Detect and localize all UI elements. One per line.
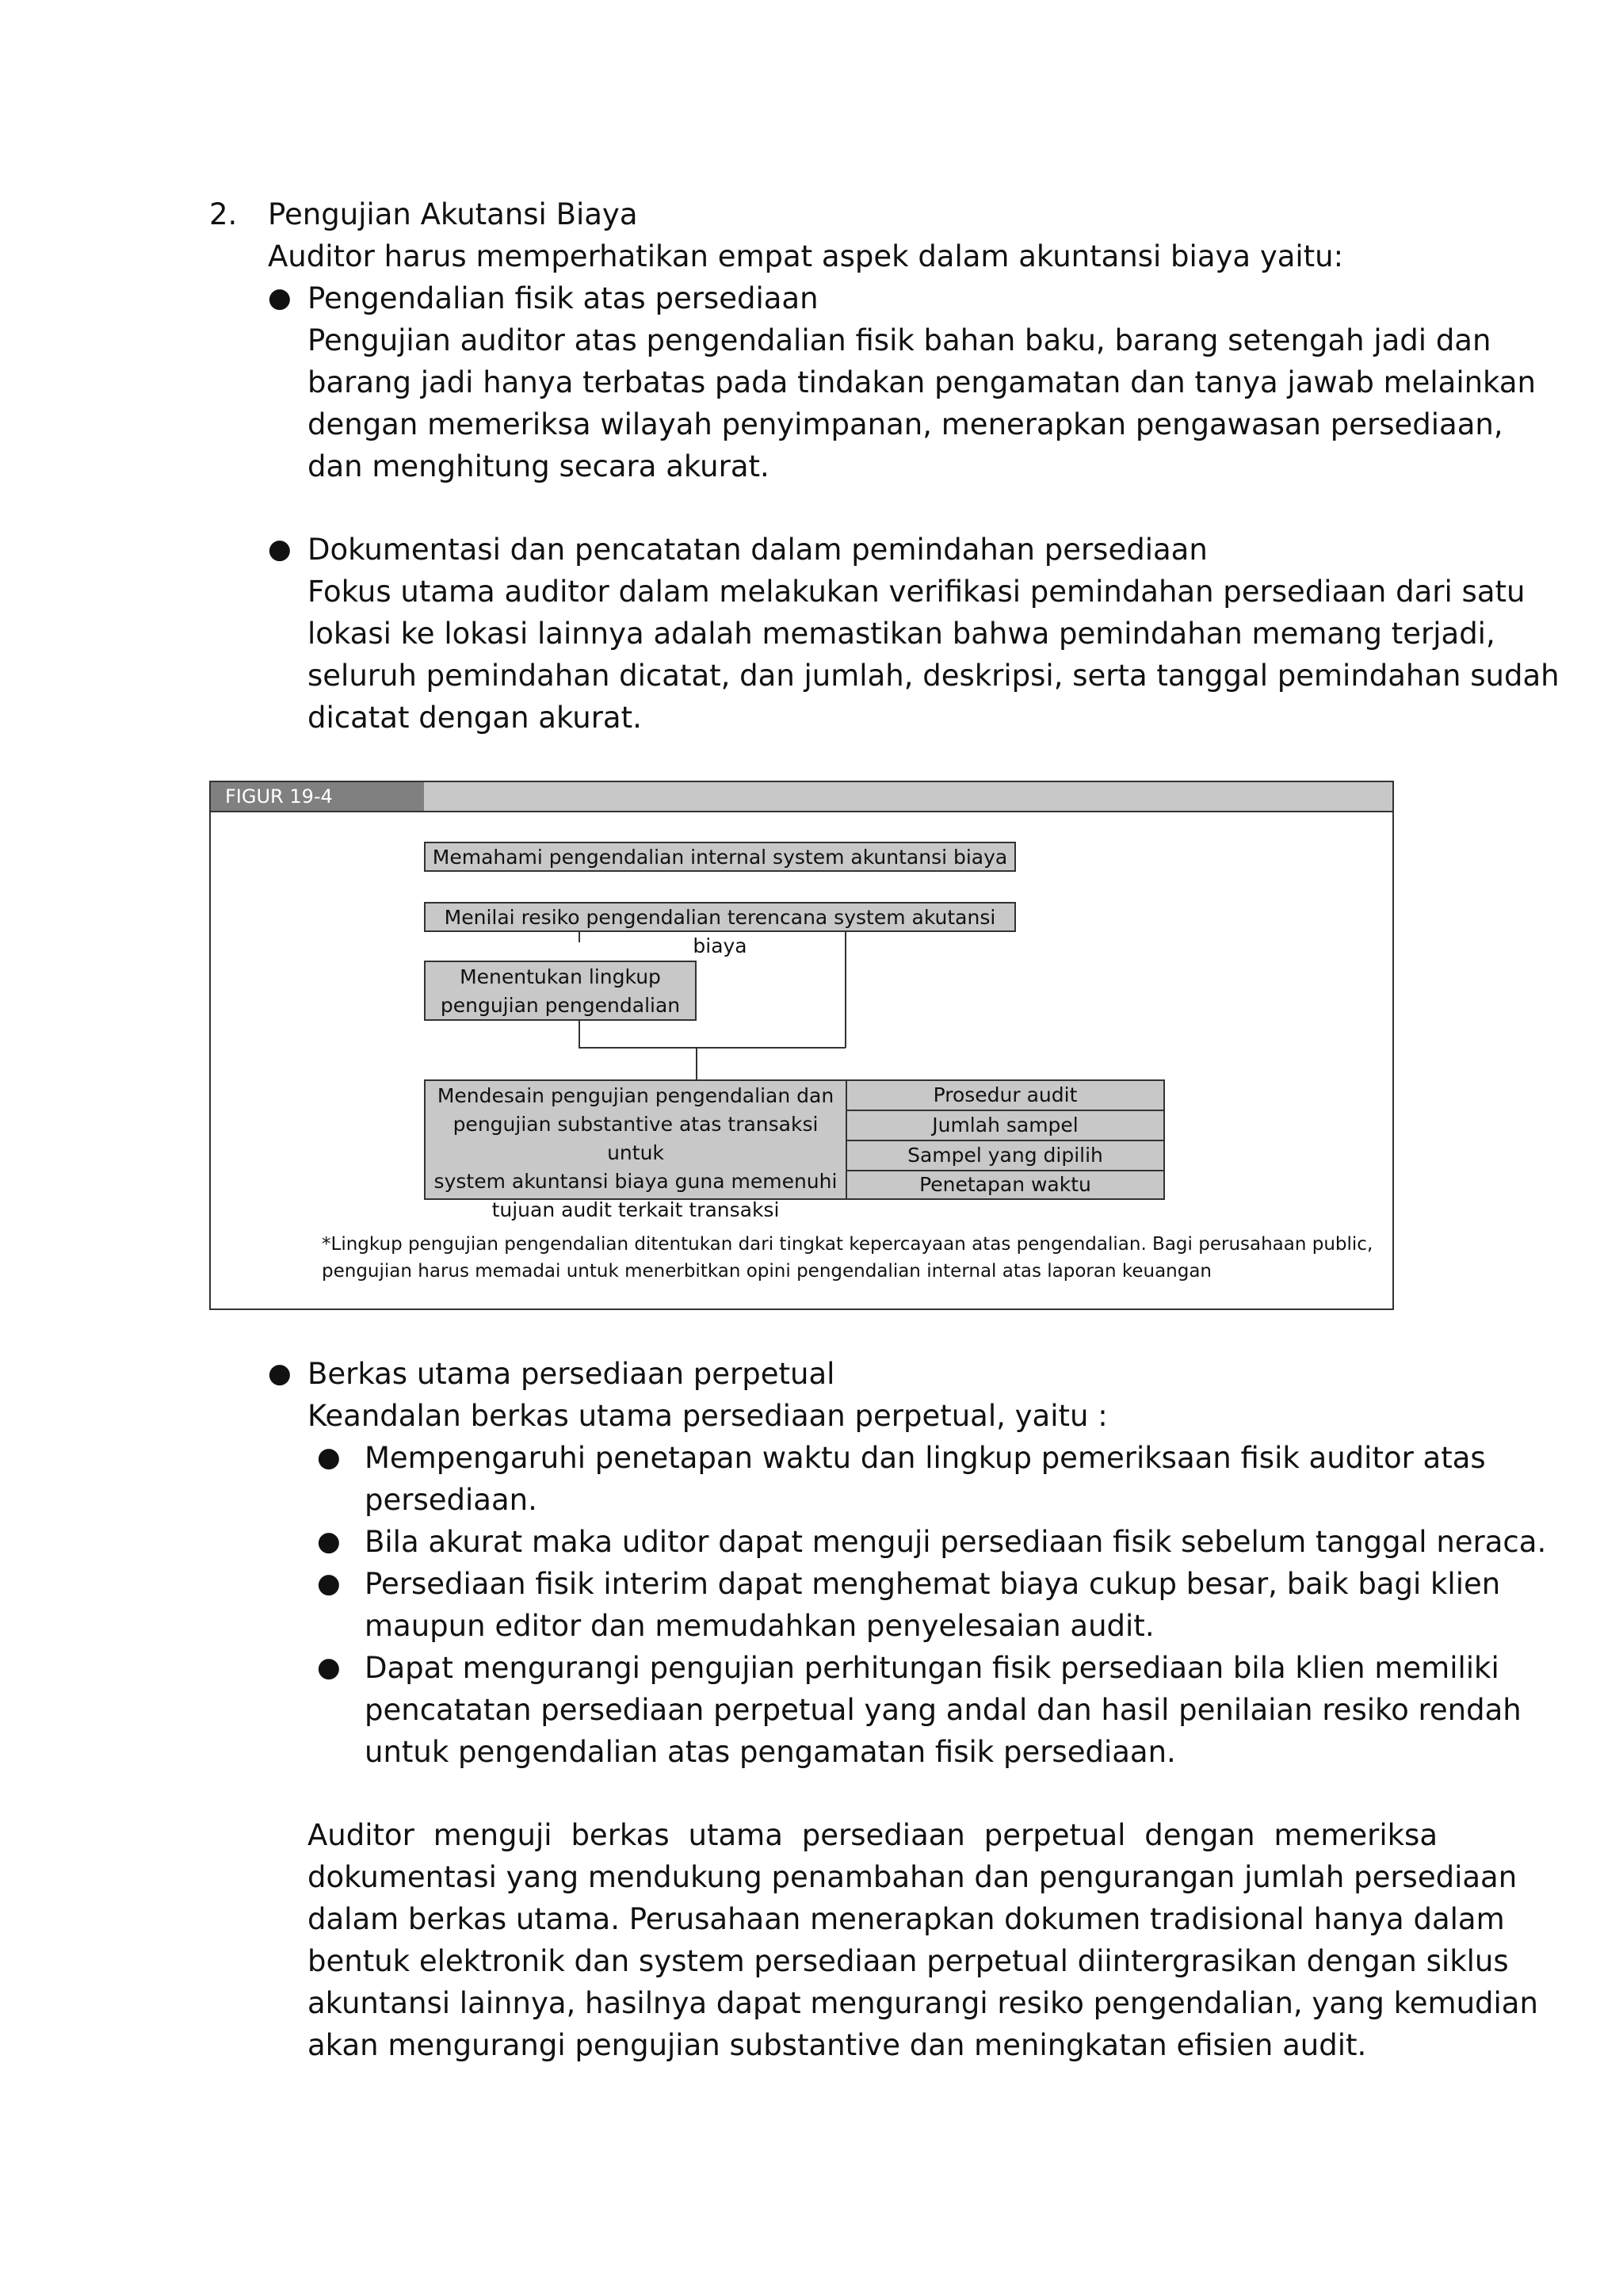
closing-line: bentuk elektronik dan system persediaan perpetual diintergrasikan dengan siklus — [307, 1944, 1509, 1978]
figure-footnote: *Lingkup pengujian pengendalian ditentukan dari tingkat kepercayaan atas pengendalian. Bagi perusahaan public, — [322, 1234, 1373, 1255]
aspect-heading: Dokumentasi dan pencatatan dalam pemindahan persediaan — [307, 533, 1208, 567]
figure-19-4 — [209, 781, 1394, 1310]
aspect-text-line: Pengujian auditor atas pengendalian fisik bahan baku, barang setengah jadi dan — [307, 323, 1491, 357]
figure-footnote: pengujian harus memadai untuk menerbitkan opini pengendalian internal atas laporan keuangan — [322, 1261, 1212, 1282]
bullet-icon: ● — [317, 1568, 341, 1599]
closing-line: akan mengurangi pengujian substantive dan meningkatan efisien audit. — [307, 2028, 1367, 2062]
sub-item-line: Persediaan fisik interim dapat menghemat biaya cukup besar, baik bagi klien — [365, 1567, 1501, 1601]
section-intro: Auditor harus memperhatikan empat aspek dalam akuntansi biaya yaitu: — [268, 239, 1344, 273]
box-line: tujuan audit terkait transaksi — [491, 1198, 780, 1221]
box-line: Menentukan lingkup — [460, 965, 661, 988]
decision-timing-box: Penetapan waktu — [846, 1170, 1165, 1200]
bullet-icon: ● — [317, 1442, 341, 1473]
step-scope-box — [424, 961, 697, 1021]
aspect-text-line: lokasi ke lokasi lainnya adalah memastikan bahwa pemindahan memang terjadi, — [307, 617, 1495, 651]
sub-item-line: Mempengaruhi penetapan waktu dan lingkup pemeriksaan fisik auditor atas — [365, 1441, 1486, 1475]
box-line: system akuntansi biaya guna memenuhi — [433, 1170, 838, 1193]
sub-item-line: Bila akurat maka uditor dapat menguji persediaan fisik sebelum tanggal neraca. — [365, 1525, 1547, 1559]
aspect-text-line: dicatat dengan akurat. — [307, 701, 642, 735]
closing-line: akuntansi lainnya, hasilnya dapat mengurangi resiko pengendalian, yang kemudian — [307, 1986, 1538, 2020]
decision-procedure-box: Prosedur audit — [846, 1079, 1165, 1111]
sub-item-line: persediaan. — [365, 1483, 537, 1517]
box-line: Mendesain pengujian pengendalian dan — [437, 1084, 834, 1107]
step-assess-box: Menilai resiko pengendalian terencana system akutansi biaya — [424, 902, 1016, 932]
aspect-text-line: seluruh pemindahan dicatat, dan jumlah, deskripsi, serta tanggal pemindahan sudah — [307, 659, 1560, 693]
aspect-intro: Keandalan berkas utama persediaan perpetual, yaitu : — [307, 1399, 1108, 1433]
aspect-text-line: dan menghitung secara akurat. — [307, 449, 769, 483]
sub-item-line: untuk pengendalian atas pengamatan fisik persediaan. — [365, 1735, 1176, 1769]
sub-item-line: Dapat mengurangi pengujian perhitungan fisik persediaan bila klien memiliki — [365, 1651, 1499, 1685]
closing-line: dokumentasi yang mendukung penambahan dan pengurangan jumlah persediaan — [307, 1860, 1518, 1894]
aspect-text-line: Fokus utama auditor dalam melakukan verifikasi pemindahan persediaan dari satu — [307, 575, 1526, 609]
connector-line — [579, 1020, 846, 1048]
closing-line: dalam berkas utama. Perusahaan menerapkan dokumen tradisional hanya dalam — [307, 1902, 1505, 1936]
bullet-icon: ● — [317, 1652, 341, 1683]
bullet-icon: ● — [268, 282, 292, 314]
box-line: pengujian pengendalian — [440, 994, 681, 1017]
section-title: Pengujian Akutansi Biaya — [268, 197, 638, 231]
sub-item-line: pencatatan persediaan perpetual yang andal dan hasil penilaian resiko rendah — [365, 1693, 1522, 1727]
decision-items-selected-box: Sampel yang dipilih — [846, 1140, 1165, 1171]
bullet-icon: ● — [268, 533, 292, 565]
box-line: pengujian substantive atas transaksi untuk — [453, 1113, 819, 1164]
aspect-heading: Pengendalian fisik atas persediaan — [307, 281, 819, 315]
sub-item-line: maupun editor dan memudahkan penyelesaian audit. — [365, 1609, 1155, 1643]
decision-sample-size-box: Jumlah sampel — [846, 1110, 1165, 1141]
aspect-text-line: barang jadi hanya terbatas pada tindakan pengamatan dan tanya jawab melainkan — [307, 365, 1536, 399]
closing-line: Auditor menguji berkas utama persediaan perpetual dengan memeriksa — [307, 1818, 1438, 1852]
aspect-text-line: dengan memeriksa wilayah penyimpanan, menerapkan pengawasan persediaan, — [307, 407, 1503, 441]
section-number: 2. — [209, 197, 238, 231]
step-understand-box: Memahami pengendalian internal system akuntansi biaya — [424, 842, 1016, 872]
figure-label: FIGUR 19-4 — [211, 782, 424, 811]
bullet-icon: ● — [268, 1358, 292, 1389]
aspect-heading: Berkas utama persediaan perpetual — [307, 1357, 835, 1391]
step-design-box — [424, 1079, 847, 1221]
bullet-icon: ● — [317, 1526, 341, 1557]
